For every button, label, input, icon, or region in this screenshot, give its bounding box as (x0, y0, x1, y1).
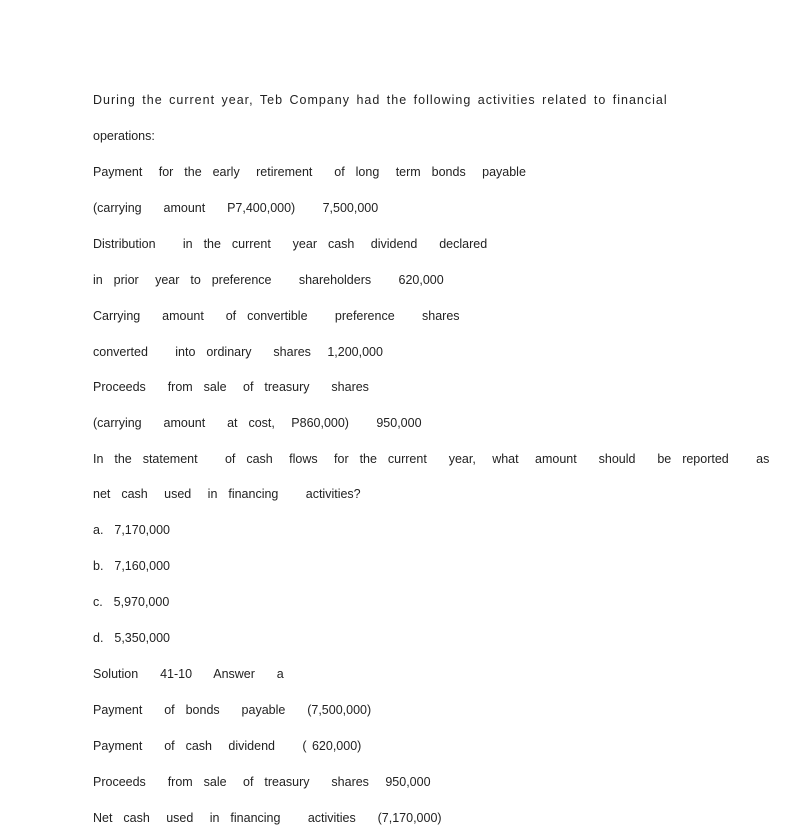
solution-treasury-proceeds: Proceeds from sale of treasury shares 950,000 (93, 775, 431, 789)
activity-bond-amount: (carrying amount P7,400,000) 7,500,000 (93, 201, 379, 215)
activity-treasury-amount: (carrying amount at cost, P860,000) 950,000 (93, 416, 422, 430)
activity-conversion-amount: converted into ordinary shares 1,200,000 (93, 345, 383, 359)
choice-d: d. 5,350,000 (93, 631, 170, 645)
activity-dividend-amount: in prior year to preference shareholders 620,000 (93, 273, 444, 287)
question-prompt-continued: net cash used in financing activities? (93, 487, 361, 501)
activity-convertible-shares: Carrying amount of convertible preference shares (93, 309, 460, 323)
choice-a: a. 7,170,000 (93, 523, 170, 537)
activity-bond-retirement: Payment for the early retirement of long term bonds payable (93, 165, 526, 179)
solution-net-cash: Net cash used in financing activities (7,170,000) (93, 811, 442, 825)
activity-dividend-distribution: Distribution in the current year cash dividend declared (93, 237, 488, 251)
question-intro-line: During the current year, Teb Company had the following activities related to financial (93, 93, 668, 107)
activity-treasury-sale: Proceeds from sale of treasury shares (93, 380, 369, 394)
solution-bonds-payment: Payment of bonds payable (7,500,000) (93, 703, 372, 717)
choice-c: c. 5,970,000 (93, 595, 170, 609)
question-prompt: In the statement of cash flows for the current year, what amount should be reported as (93, 452, 770, 466)
question-intro-continued: operations: (93, 129, 155, 143)
solution-dividend-payment: Payment of cash dividend ( 620,000) (93, 739, 362, 753)
solution-header: Solution 41-10 Answer a (93, 667, 284, 681)
choice-b: b. 7,160,000 (93, 559, 170, 573)
